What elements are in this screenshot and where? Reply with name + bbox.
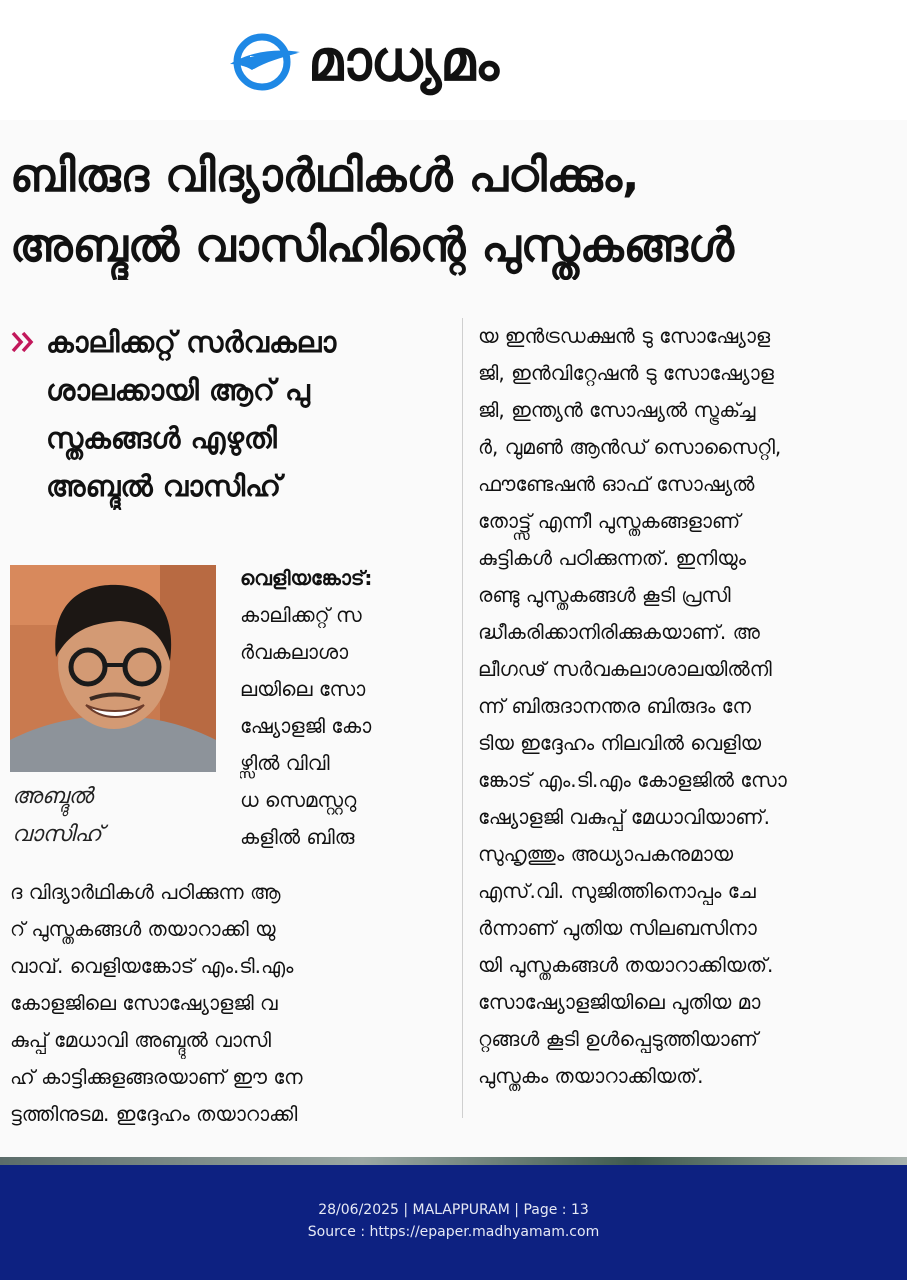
body-line: ദ വിദ്യാർഥികൾ പഠിക്കുന്ന ആ bbox=[10, 880, 281, 904]
newspaper-logo bbox=[222, 22, 692, 102]
article-left-column bbox=[10, 318, 440, 510]
body-line: ജി, ഇന്ത്യൻ സോഷ്യൽ സ്ട്രക്ച്ച bbox=[478, 398, 756, 422]
article-body-wrap bbox=[240, 560, 435, 856]
article-body-right bbox=[478, 318, 900, 1095]
article-headline bbox=[10, 140, 900, 280]
body-line: ധ സെമസ്റ്ററു bbox=[240, 788, 357, 812]
body-line: ഷ്യോളജി കോ bbox=[240, 714, 372, 738]
body-line: ജി, ഇൻവിറ്റേഷൻ ടു സോഷ്യോള bbox=[478, 361, 774, 385]
body-line: കോളജിലെ സോഷ്യോളജി വ bbox=[10, 991, 278, 1015]
photo-caption bbox=[12, 778, 212, 854]
body-line: യ ഇൻട്രഡക്ഷൻ ടു സോഷ്യോള bbox=[478, 324, 771, 348]
footer-date-page: 28/06/2025 | MALAPPURAM | Page : 13 bbox=[318, 1202, 589, 1218]
body-line: കാലിക്കറ്റ് സ bbox=[240, 603, 362, 627]
body-line: റ്റങ്ങൾ കൂടി ഉൾപ്പെടുത്തിയാണ് bbox=[478, 1027, 758, 1051]
body-line: ന്ന് ബിരുദാനന്തര ബിരുദം നേ bbox=[478, 694, 751, 718]
footer-source-link[interactable]: Source : https://epaper.madhyamam.com bbox=[307, 1224, 600, 1240]
newspaper-name: മാധ്യമം bbox=[308, 29, 498, 94]
body-line: ഴ്സിൽ വിവി bbox=[240, 751, 330, 775]
column-divider bbox=[462, 318, 463, 1118]
caption-line: അബ്ദുൽ bbox=[12, 784, 93, 809]
body-line: ഹ് കാട്ടിക്കുളങ്ങരയാണ് ഈ നേ bbox=[10, 1065, 303, 1089]
headline-line: ബിരുദ വിദ്യാർഥികൾ പഠിക്കും, bbox=[10, 148, 640, 202]
author-photo bbox=[10, 565, 216, 772]
subheading-line: അബ്ദുൽ വാസിഹ് bbox=[46, 469, 282, 503]
subheading-line: ശാലക്കായി ആറ് പു bbox=[46, 373, 310, 407]
body-line: എസ്.വി. സുജിത്തിനൊപ്പം ചേ bbox=[478, 879, 756, 903]
body-line: വെളിയങ്കോട്: bbox=[240, 566, 373, 590]
source-footer bbox=[0, 1165, 907, 1280]
caption-line: വാസിഹ് bbox=[12, 822, 102, 847]
body-line: കുപ്പ് മേധാവി അബ്ദുൽ വാസി bbox=[10, 1028, 271, 1052]
body-line: ദ്ധീകരിക്കാനിരിക്കുകയാണ്. അ bbox=[478, 620, 760, 644]
body-line: ലയിലെ സോ bbox=[240, 677, 366, 701]
body-line: ർന്നാണ് പുതിയ സിലബസിനാ bbox=[478, 916, 757, 940]
body-line: രണ്ടു പുസ്തകങ്ങൾ കൂടി പ്രസി bbox=[478, 583, 731, 607]
body-line: ടിയ ഇദ്ദേഹം നിലവിൽ വെളിയ bbox=[478, 731, 762, 755]
body-line: തോട്ട്സ് എന്നീ പുസ്തകങ്ങളാണ് bbox=[478, 509, 741, 533]
bird-logo-icon bbox=[222, 22, 302, 102]
body-line: സുഹൃത്തും അധ്യാപകനുമായ bbox=[478, 842, 734, 866]
body-line: വാവ്. വെളിയങ്കോട് എം.ടി.എം bbox=[10, 954, 294, 978]
masthead bbox=[0, 0, 907, 120]
body-line: കളിൽ ബിരു bbox=[240, 825, 355, 849]
person-portrait-icon bbox=[10, 565, 216, 772]
subheading-line: കാലിക്കറ്റ് സർവകലാ bbox=[46, 325, 337, 359]
body-line: യി പുസ്തകങ്ങൾ തയാറാക്കിയത്. bbox=[478, 953, 774, 977]
body-line: ട്ടത്തിനുടമ. ഇദ്ദേഹം തയാറാക്കി bbox=[10, 1102, 298, 1126]
body-line: കുട്ടികൾ പഠിക്കുന്നത്. ഇനിയും bbox=[478, 546, 747, 570]
body-line: റ് പുസ്തകങ്ങൾ തയാറാക്കി യു bbox=[10, 917, 276, 941]
body-line: ങ്കോട് എം.ടി.എം കോളജിൽ സോ bbox=[478, 768, 787, 792]
next-article-strip bbox=[0, 1157, 907, 1165]
subheading-line: സ്തകങ്ങൾ എഴുതി bbox=[46, 421, 277, 455]
body-line: ഷ്യോളജി വകുപ്പ് മേധാവിയാണ്. bbox=[478, 805, 770, 829]
double-chevron-right-icon bbox=[10, 328, 38, 356]
article-body-left bbox=[10, 874, 440, 1133]
article-subheading bbox=[10, 318, 440, 510]
body-line: ർവകലാശാ bbox=[240, 640, 349, 664]
body-line: ർ, വുമൺ ആൻഡ് സൊസൈറ്റി, bbox=[478, 435, 782, 459]
body-line: ഫൗണ്ടേഷൻ ഓഫ് സോഷ്യൽ bbox=[478, 472, 755, 496]
body-line: ലീഗഢ് സർവകലാശാലയിൽനി bbox=[478, 657, 772, 681]
body-line: സോഷ്യോളജിയിലെ പുതിയ മാ bbox=[478, 990, 761, 1014]
body-line: പുസ്തകം തയാറാക്കിയത്. bbox=[478, 1064, 704, 1088]
headline-line: അബ്ദുൽ വാസിഹിന്റെ പുസ്തകങ്ങൾ bbox=[10, 218, 734, 272]
